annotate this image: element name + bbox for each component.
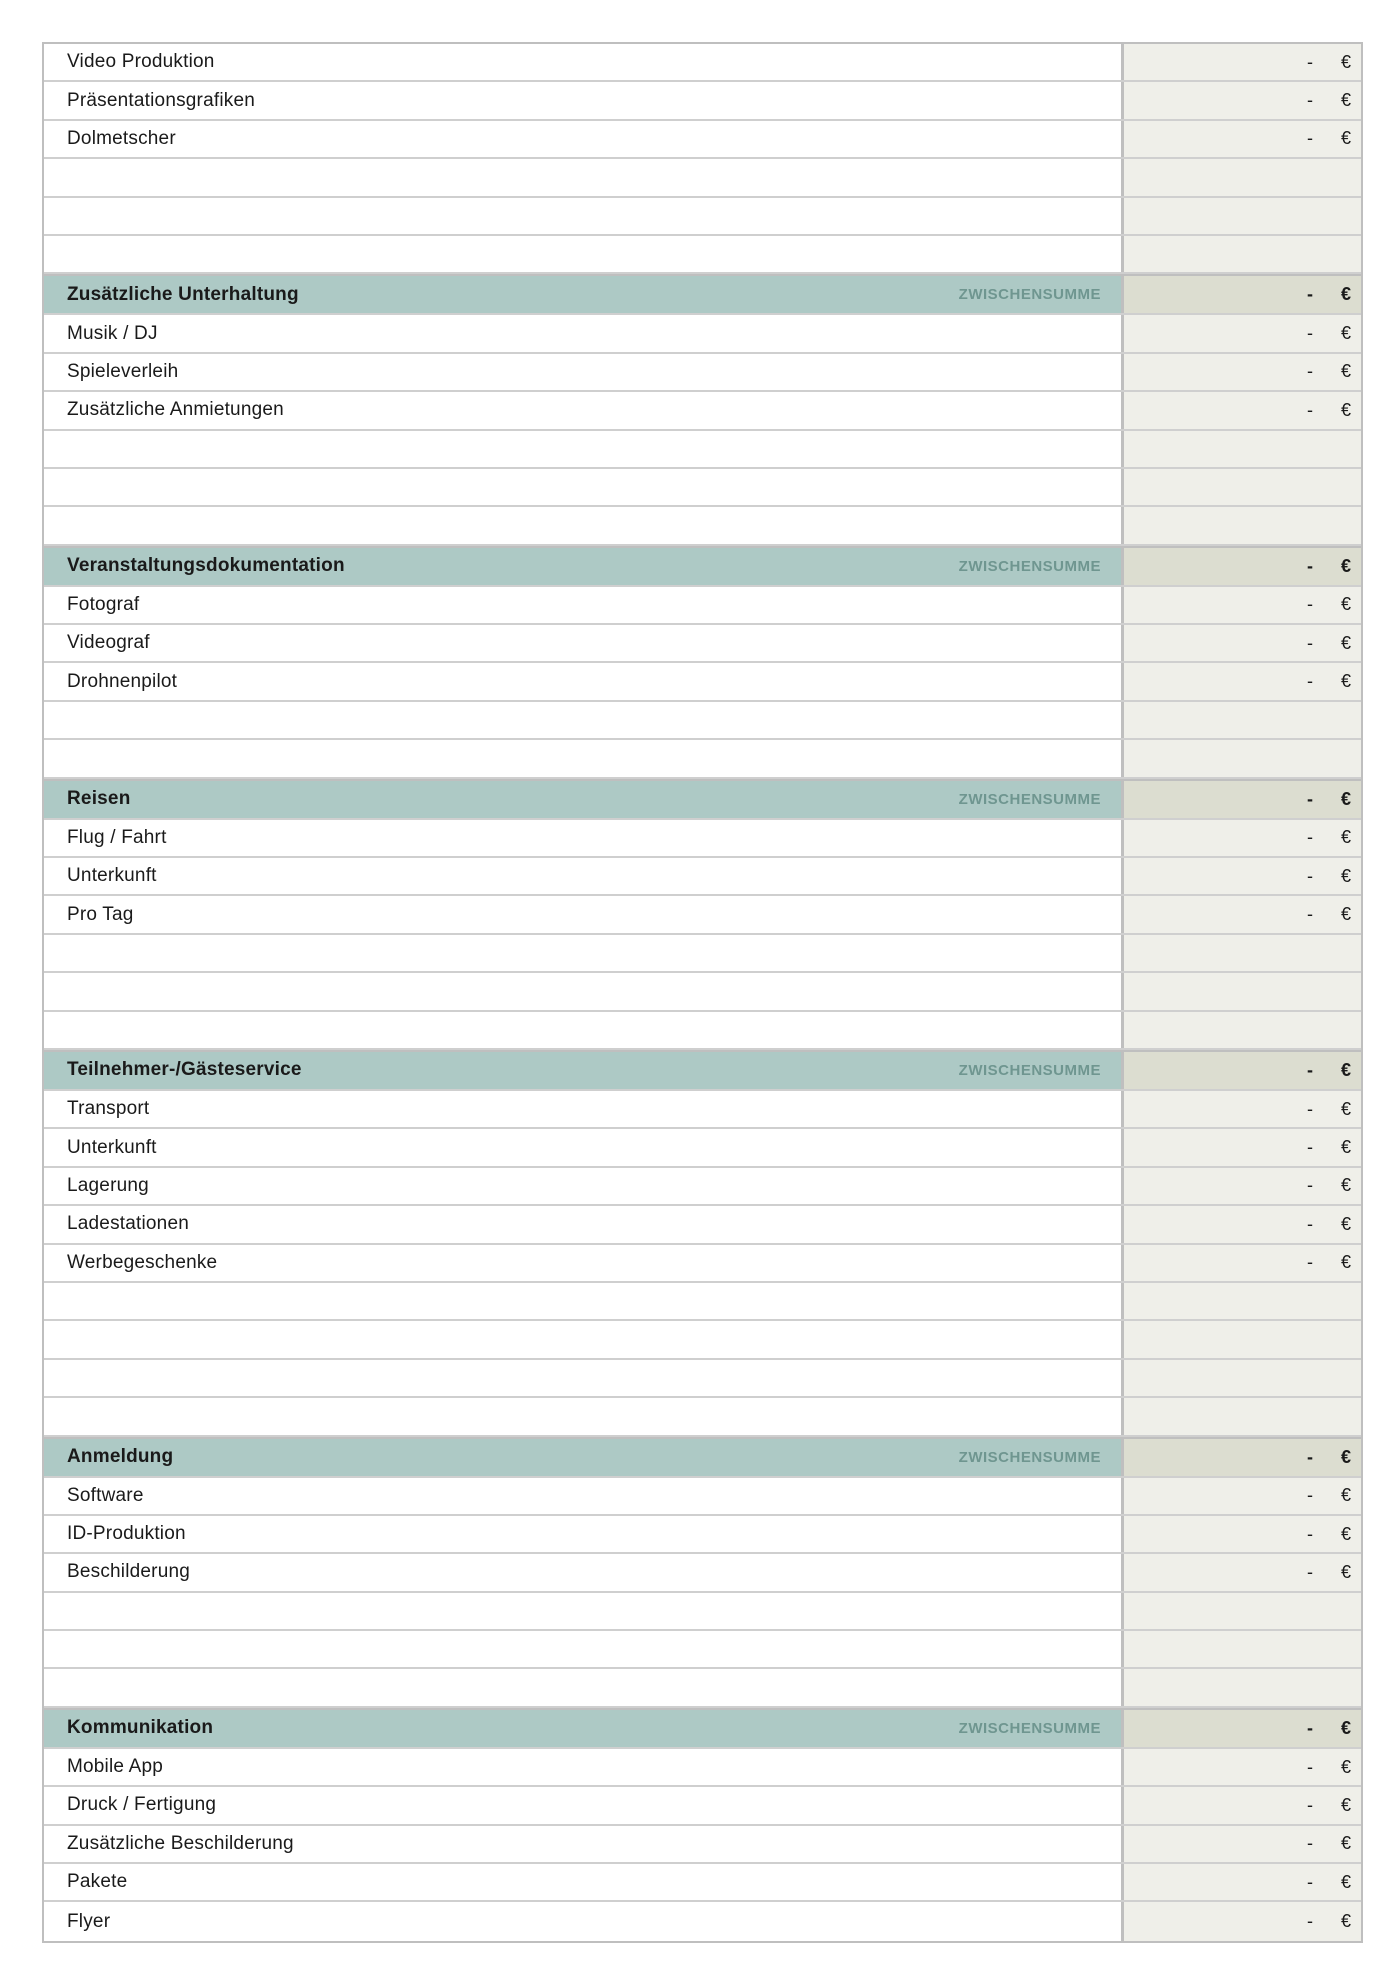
amount-cell[interactable]: [1121, 1129, 1361, 1165]
item-label-cell[interactable]: [44, 1206, 1121, 1242]
currency-symbol: €: [1340, 128, 1351, 149]
item-label-cell[interactable]: [44, 663, 1121, 699]
amount-value: -: [1307, 1523, 1313, 1544]
item-label-cell[interactable]: [44, 1245, 1121, 1281]
line-item-row: [44, 1787, 1361, 1825]
item-label-cell[interactable]: [44, 702, 1121, 738]
amount-cell[interactable]: [1121, 1902, 1361, 1940]
amount-value: -: [1307, 1137, 1313, 1158]
amount-cell[interactable]: [1121, 740, 1361, 776]
amount-cell[interactable]: [1121, 1360, 1361, 1396]
empty-row: [44, 1669, 1361, 1707]
amount-cell[interactable]: [1121, 354, 1361, 390]
amount-cell[interactable]: [1121, 431, 1361, 467]
item-label-cell[interactable]: [44, 820, 1121, 856]
currency-symbol: €: [1340, 1059, 1351, 1080]
item-label-cell[interactable]: [44, 507, 1121, 543]
line-item-row: [44, 1864, 1361, 1902]
amount-cell[interactable]: [1121, 1012, 1361, 1048]
currency-symbol: €: [1340, 904, 1351, 925]
amount-cell[interactable]: [1121, 392, 1361, 428]
item-label-cell[interactable]: [44, 1129, 1121, 1165]
line-item-row: [44, 354, 1361, 392]
currency-symbol: €: [1340, 1871, 1351, 1892]
empty-row: [44, 1593, 1361, 1631]
item-label: Fotograf: [67, 593, 140, 615]
amount-cell[interactable]: [1121, 1554, 1361, 1590]
item-label: Ladestationen: [67, 1213, 189, 1235]
line-item-row: [44, 587, 1361, 625]
line-item-row: [44, 392, 1361, 430]
item-label: Flyer: [67, 1910, 111, 1932]
empty-row: [44, 236, 1361, 274]
currency-symbol: €: [1340, 555, 1351, 576]
item-label-cell[interactable]: [44, 236, 1121, 272]
section-header-row: [44, 546, 1361, 587]
item-label-cell[interactable]: [44, 935, 1121, 971]
item-label-cell[interactable]: [44, 198, 1121, 234]
subtotal-label: ZWISCHENSUMME: [958, 286, 1101, 304]
item-label-cell[interactable]: [44, 625, 1121, 661]
subtotal-label: ZWISCHENSUMME: [958, 1061, 1101, 1079]
currency-symbol: €: [1340, 865, 1351, 886]
currency-symbol: €: [1340, 284, 1351, 305]
amount-value: -: [1307, 128, 1313, 149]
currency-symbol: €: [1340, 1252, 1351, 1273]
section-title-cell: [44, 548, 1121, 585]
amount-value: -: [1307, 1175, 1313, 1196]
amount-value: -: [1307, 1098, 1313, 1119]
item-label-cell[interactable]: [44, 1283, 1121, 1319]
item-label: Dolmetscher: [67, 127, 176, 149]
line-item-row: [44, 1902, 1361, 1940]
currency-symbol: €: [1340, 1561, 1351, 1582]
currency-symbol: €: [1340, 1911, 1351, 1932]
line-item-row: [44, 1206, 1361, 1244]
amount-cell[interactable]: [1121, 1826, 1361, 1862]
line-item-row: [44, 1168, 1361, 1206]
subtotal-amount-cell: [1121, 781, 1361, 818]
currency-symbol: €: [1340, 1137, 1351, 1158]
empty-row: [44, 1398, 1361, 1436]
empty-row: [44, 159, 1361, 197]
item-label-cell[interactable]: [44, 587, 1121, 623]
amount-cell[interactable]: [1121, 315, 1361, 351]
item-label: Drohnenpilot: [67, 670, 178, 692]
amount-cell[interactable]: [1121, 1206, 1361, 1242]
item-label: Pro Tag: [67, 903, 134, 925]
currency-symbol: €: [1340, 827, 1351, 848]
item-label-cell[interactable]: [44, 82, 1121, 118]
amount-value: -: [1307, 361, 1313, 382]
empty-row: [44, 740, 1361, 778]
item-label: Zusätzliche Beschilderung: [67, 1832, 294, 1854]
line-item-row: [44, 315, 1361, 353]
item-label-cell[interactable]: [44, 1554, 1121, 1590]
line-item-row: [44, 1478, 1361, 1516]
item-label-cell[interactable]: [44, 1902, 1121, 1940]
amount-value: -: [1307, 1213, 1313, 1234]
item-label-cell[interactable]: [44, 354, 1121, 390]
item-label-cell[interactable]: [44, 1478, 1121, 1514]
section-header-row: [44, 779, 1361, 820]
item-label-cell[interactable]: [44, 1669, 1121, 1705]
currency-symbol: €: [1340, 1213, 1351, 1234]
amount-cell[interactable]: [1121, 507, 1361, 543]
amount-value: -: [1307, 865, 1313, 886]
currency-symbol: €: [1340, 399, 1351, 420]
item-label-cell[interactable]: [44, 1168, 1121, 1204]
item-label-cell[interactable]: [44, 858, 1121, 894]
amount-cell[interactable]: [1121, 858, 1361, 894]
subtotal-amount-cell: [1121, 276, 1361, 313]
item-label-cell[interactable]: [44, 1091, 1121, 1127]
currency-symbol: €: [1340, 632, 1351, 653]
subtotal-amount-cell: [1121, 1710, 1361, 1747]
currency-symbol: €: [1340, 1098, 1351, 1119]
item-label-cell[interactable]: [44, 44, 1121, 80]
amount-value: -: [1307, 904, 1313, 925]
amount-cell[interactable]: [1121, 1321, 1361, 1357]
item-label: Beschilderung: [67, 1561, 191, 1583]
amount-value: -: [1307, 90, 1313, 111]
empty-row: [44, 507, 1361, 545]
amount-cell[interactable]: [1121, 587, 1361, 623]
amount-cell[interactable]: [1121, 1478, 1361, 1514]
line-item-row: [44, 858, 1361, 896]
line-item-row: [44, 625, 1361, 663]
amount-value: -: [1307, 51, 1313, 72]
item-label: Zusätzliche Anmietungen: [67, 399, 284, 421]
amount-cell[interactable]: [1121, 702, 1361, 738]
item-label-cell[interactable]: [44, 1398, 1121, 1434]
amount-cell[interactable]: [1121, 625, 1361, 661]
section-header-row: [44, 1050, 1361, 1091]
section-title-cell: [44, 1439, 1121, 1476]
amount-value: -: [1307, 1446, 1313, 1467]
item-label: Druck / Fertigung: [67, 1794, 217, 1816]
amount-value: -: [1307, 1794, 1313, 1815]
amount-cell[interactable]: [1121, 1669, 1361, 1705]
currency-symbol: €: [1340, 594, 1351, 615]
amount-cell[interactable]: [1121, 121, 1361, 157]
item-label-cell[interactable]: [44, 1864, 1121, 1900]
item-label-cell[interactable]: [44, 1826, 1121, 1862]
amount-cell[interactable]: [1121, 198, 1361, 234]
item-label: Unterkunft: [67, 1136, 157, 1158]
amount-cell[interactable]: [1121, 1283, 1361, 1319]
item-label: Werbegeschenke: [67, 1251, 218, 1273]
line-item-row: [44, 896, 1361, 934]
subtotal-amount-cell: [1121, 1052, 1361, 1089]
currency-symbol: €: [1340, 51, 1351, 72]
item-label-cell[interactable]: [44, 1749, 1121, 1785]
currency-symbol: €: [1340, 323, 1351, 344]
amount-cell[interactable]: [1121, 1168, 1361, 1204]
amount-value: -: [1307, 1871, 1313, 1892]
empty-row: [44, 935, 1361, 973]
amount-cell[interactable]: [1121, 896, 1361, 932]
section-title: Teilnehmer-/Gästeservice: [67, 1059, 302, 1081]
item-label: Flug / Fahrt: [67, 826, 167, 848]
item-label-cell[interactable]: [44, 315, 1121, 351]
amount-cell[interactable]: [1121, 159, 1361, 195]
amount-cell[interactable]: [1121, 44, 1361, 80]
section-header-row: [44, 1708, 1361, 1749]
item-label-cell[interactable]: [44, 392, 1121, 428]
currency-symbol: €: [1340, 361, 1351, 382]
item-label-cell[interactable]: [44, 121, 1121, 157]
item-label-cell[interactable]: [44, 1321, 1121, 1357]
line-item-row: [44, 1245, 1361, 1283]
amount-cell[interactable]: [1121, 469, 1361, 505]
line-item-row: [44, 820, 1361, 858]
amount-value: -: [1307, 284, 1313, 305]
empty-row: [44, 1012, 1361, 1050]
item-label-cell[interactable]: [44, 1012, 1121, 1048]
item-label: Musik / DJ: [67, 322, 158, 344]
line-item-row: [44, 1554, 1361, 1592]
budget-table: [42, 42, 1363, 1943]
currency-symbol: €: [1340, 1756, 1351, 1777]
empty-row: [44, 973, 1361, 1011]
item-label: Unterkunft: [67, 865, 157, 887]
item-label-cell[interactable]: [44, 896, 1121, 932]
item-label: Mobile App: [67, 1756, 164, 1778]
empty-row: [44, 1283, 1361, 1321]
section-title-cell: [44, 1052, 1121, 1089]
amount-value: -: [1307, 1252, 1313, 1273]
section-title: Zusätzliche Unterhaltung: [67, 283, 299, 305]
line-item-row: [44, 82, 1361, 120]
empty-row: [44, 198, 1361, 236]
empty-row: [44, 431, 1361, 469]
line-item-row: [44, 663, 1361, 701]
item-label: ID-Produktion: [67, 1523, 186, 1545]
currency-symbol: €: [1340, 788, 1351, 809]
item-label-cell[interactable]: [44, 1360, 1121, 1396]
currency-symbol: €: [1340, 90, 1351, 111]
amount-cell[interactable]: [1121, 1749, 1361, 1785]
amount-cell[interactable]: [1121, 820, 1361, 856]
section-title-cell: [44, 781, 1121, 818]
amount-cell[interactable]: [1121, 935, 1361, 971]
empty-row: [44, 702, 1361, 740]
currency-symbol: €: [1340, 1175, 1351, 1196]
item-label-cell[interactable]: [44, 1593, 1121, 1629]
amount-cell[interactable]: [1121, 1864, 1361, 1900]
amount-cell[interactable]: [1121, 1516, 1361, 1552]
amount-cell[interactable]: [1121, 236, 1361, 272]
item-label: Pakete: [67, 1871, 128, 1893]
section-title: Kommunikation: [67, 1717, 214, 1739]
subtotal-label: ZWISCHENSUMME: [958, 557, 1101, 575]
empty-row: [44, 1631, 1361, 1669]
empty-row: [44, 1360, 1361, 1398]
currency-symbol: €: [1340, 1446, 1351, 1467]
amount-value: -: [1307, 399, 1313, 420]
item-label: Videograf: [67, 632, 150, 654]
section-title: Veranstaltungsdokumentation: [67, 555, 345, 577]
amount-cell[interactable]: [1121, 1593, 1361, 1629]
section-title: Reisen: [67, 788, 131, 810]
subtotal-label: ZWISCHENSUMME: [958, 1448, 1101, 1466]
item-label: Software: [67, 1484, 144, 1506]
amount-cell[interactable]: [1121, 1787, 1361, 1823]
item-label-cell[interactable]: [44, 740, 1121, 776]
item-label: Lagerung: [67, 1174, 149, 1196]
section-header-row: [44, 274, 1361, 315]
amount-value: -: [1307, 1833, 1313, 1854]
item-label-cell[interactable]: [44, 1516, 1121, 1552]
section-title-cell: [44, 1710, 1121, 1747]
amount-value: -: [1307, 555, 1313, 576]
currency-symbol: €: [1340, 1523, 1351, 1544]
currency-symbol: €: [1340, 1833, 1351, 1854]
amount-value: -: [1307, 1717, 1313, 1738]
item-label: Spieleverleih: [67, 360, 179, 382]
currency-symbol: €: [1340, 1794, 1351, 1815]
item-label-cell[interactable]: [44, 1631, 1121, 1667]
currency-symbol: €: [1340, 1717, 1351, 1738]
amount-value: -: [1307, 323, 1313, 344]
currency-symbol: €: [1340, 671, 1351, 692]
item-label-cell[interactable]: [44, 159, 1121, 195]
amount-cell[interactable]: [1121, 1091, 1361, 1127]
line-item-row: [44, 44, 1361, 82]
item-label: Präsentationsgrafiken: [67, 89, 255, 111]
amount-cell[interactable]: [1121, 82, 1361, 118]
line-item-row: [44, 1129, 1361, 1167]
line-item-row: [44, 1749, 1361, 1787]
amount-value: -: [1307, 594, 1313, 615]
item-label: Video Produktion: [67, 51, 215, 73]
line-item-row: [44, 1091, 1361, 1129]
amount-cell[interactable]: [1121, 663, 1361, 699]
subtotal-label: ZWISCHENSUMME: [958, 1719, 1101, 1737]
amount-value: -: [1307, 1756, 1313, 1777]
amount-value: -: [1307, 671, 1313, 692]
currency-symbol: €: [1340, 1485, 1351, 1506]
item-label-cell[interactable]: [44, 973, 1121, 1009]
item-label-cell[interactable]: [44, 431, 1121, 467]
item-label-cell[interactable]: [44, 1787, 1121, 1823]
item-label-cell[interactable]: [44, 469, 1121, 505]
amount-cell[interactable]: [1121, 1398, 1361, 1434]
line-item-row: [44, 1826, 1361, 1864]
section-title: Anmeldung: [67, 1446, 174, 1467]
amount-cell[interactable]: [1121, 1245, 1361, 1281]
amount-cell[interactable]: [1121, 973, 1361, 1009]
empty-row: [44, 469, 1361, 507]
amount-value: -: [1307, 1911, 1313, 1932]
amount-cell[interactable]: [1121, 1631, 1361, 1667]
section-title-cell: [44, 276, 1121, 313]
amount-value: -: [1307, 632, 1313, 653]
line-item-row: [44, 1516, 1361, 1554]
amount-value: -: [1307, 1561, 1313, 1582]
item-label: Transport: [67, 1098, 150, 1120]
empty-row: [44, 1321, 1361, 1359]
line-item-row: [44, 121, 1361, 159]
amount-value: -: [1307, 827, 1313, 848]
amount-value: -: [1307, 788, 1313, 809]
subtotal-amount-cell: [1121, 1439, 1361, 1476]
section-header-row: [44, 1437, 1361, 1478]
subtotal-label: ZWISCHENSUMME: [958, 790, 1101, 808]
subtotal-amount-cell: [1121, 548, 1361, 585]
amount-value: -: [1307, 1059, 1313, 1080]
amount-value: -: [1307, 1485, 1313, 1506]
